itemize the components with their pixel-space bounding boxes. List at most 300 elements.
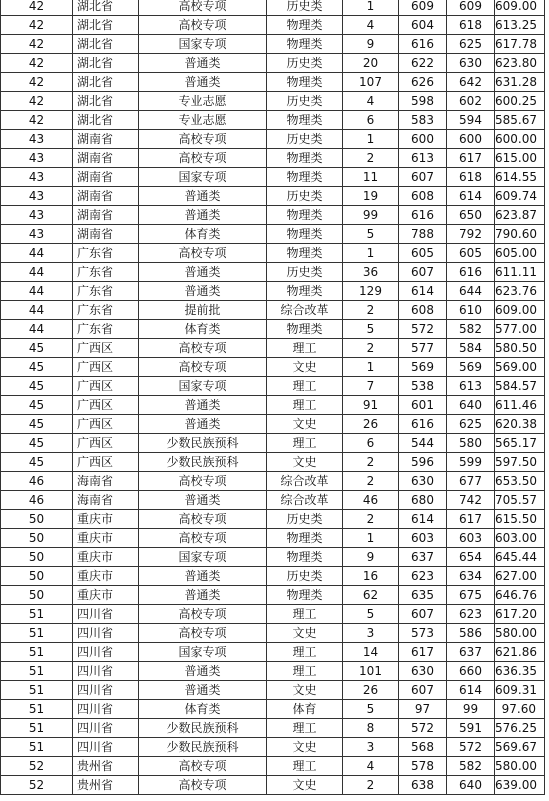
max-score-cell: 609 bbox=[447, 0, 495, 16]
max-score-cell: 642 bbox=[447, 73, 495, 92]
admitted-count-cell: 9 bbox=[343, 35, 399, 54]
max-score-cell: 637 bbox=[447, 643, 495, 662]
province-cell: 广东省 bbox=[73, 244, 139, 263]
province-code-cell: 45 bbox=[1, 453, 73, 472]
table-row bbox=[1, 472, 545, 491]
province-code-cell: 42 bbox=[1, 0, 73, 16]
province-code-cell: 42 bbox=[1, 111, 73, 130]
batch-type-cell: 体育类 bbox=[139, 225, 267, 244]
avg-score-cell: 569.67 bbox=[495, 738, 545, 757]
province-cell: 广东省 bbox=[73, 263, 139, 282]
table-row bbox=[1, 567, 545, 586]
subject-category-cell: 物理类 bbox=[267, 73, 343, 92]
table-row bbox=[1, 510, 545, 529]
subject-category-cell: 历史类 bbox=[267, 54, 343, 73]
min-score-cell: 572 bbox=[399, 719, 447, 738]
subject-category-cell: 文史 bbox=[267, 358, 343, 377]
table-row bbox=[1, 282, 545, 301]
admitted-count-cell: 5 bbox=[343, 225, 399, 244]
province-code-cell: 42 bbox=[1, 54, 73, 73]
max-score-cell: 617 bbox=[447, 149, 495, 168]
batch-type-cell: 高校专项 bbox=[139, 16, 267, 35]
batch-type-cell: 高校专项 bbox=[139, 510, 267, 529]
subject-category-cell: 历史类 bbox=[267, 263, 343, 282]
min-score-cell: 544 bbox=[399, 434, 447, 453]
table-row bbox=[1, 320, 545, 339]
batch-type-cell: 普通类 bbox=[139, 263, 267, 282]
avg-score-cell: 639.00 bbox=[495, 776, 545, 795]
province-cell: 四川省 bbox=[73, 700, 139, 719]
max-score-cell: 677 bbox=[447, 472, 495, 491]
province-cell: 四川省 bbox=[73, 643, 139, 662]
subject-category-cell: 理工 bbox=[267, 757, 343, 776]
subject-category-cell: 历史类 bbox=[267, 92, 343, 111]
table-row bbox=[1, 415, 545, 434]
province-cell: 广西区 bbox=[73, 453, 139, 472]
admitted-count-cell: 6 bbox=[343, 434, 399, 453]
province-cell: 广西区 bbox=[73, 434, 139, 453]
min-score-cell: 608 bbox=[399, 187, 447, 206]
batch-type-cell: 少数民族预科 bbox=[139, 453, 267, 472]
admitted-count-cell: 20 bbox=[343, 54, 399, 73]
min-score-cell: 637 bbox=[399, 548, 447, 567]
subject-category-cell: 物理类 bbox=[267, 244, 343, 263]
province-code-cell: 51 bbox=[1, 719, 73, 738]
province-code-cell: 42 bbox=[1, 73, 73, 92]
subject-category-cell: 历史类 bbox=[267, 130, 343, 149]
batch-type-cell: 高校专项 bbox=[139, 776, 267, 795]
avg-score-cell: 623.76 bbox=[495, 282, 545, 301]
min-score-cell: 598 bbox=[399, 92, 447, 111]
batch-type-cell: 普通类 bbox=[139, 681, 267, 700]
batch-type-cell: 国家专项 bbox=[139, 377, 267, 396]
avg-score-cell: 611.11 bbox=[495, 263, 545, 282]
min-score-cell: 616 bbox=[399, 415, 447, 434]
min-score-cell: 680 bbox=[399, 491, 447, 510]
table-row bbox=[1, 206, 545, 225]
batch-type-cell: 少数民族预科 bbox=[139, 434, 267, 453]
table-row bbox=[1, 130, 545, 149]
province-code-cell: 43 bbox=[1, 225, 73, 244]
avg-score-cell: 617.78 bbox=[495, 35, 545, 54]
admitted-count-cell: 6 bbox=[343, 111, 399, 130]
admitted-count-cell: 101 bbox=[343, 662, 399, 681]
subject-category-cell: 理工 bbox=[267, 434, 343, 453]
avg-score-cell: 600.25 bbox=[495, 92, 545, 111]
province-cell: 广西区 bbox=[73, 377, 139, 396]
province-code-cell: 51 bbox=[1, 605, 73, 624]
subject-category-cell: 理工 bbox=[267, 377, 343, 396]
avg-score-cell: 620.38 bbox=[495, 415, 545, 434]
max-score-cell: 591 bbox=[447, 719, 495, 738]
table-row bbox=[1, 225, 545, 244]
batch-type-cell: 高校专项 bbox=[139, 624, 267, 643]
subject-category-cell: 文史 bbox=[267, 776, 343, 795]
max-score-cell: 569 bbox=[447, 358, 495, 377]
province-cell: 湖北省 bbox=[73, 92, 139, 111]
admitted-count-cell: 26 bbox=[343, 681, 399, 700]
subject-category-cell: 综合改革 bbox=[267, 472, 343, 491]
avg-score-cell: 705.57 bbox=[495, 491, 545, 510]
avg-score-cell: 790.60 bbox=[495, 225, 545, 244]
table-row bbox=[1, 776, 545, 795]
province-cell: 四川省 bbox=[73, 738, 139, 757]
admitted-count-cell: 2 bbox=[343, 453, 399, 472]
max-score-cell: 644 bbox=[447, 282, 495, 301]
table-row bbox=[1, 301, 545, 320]
max-score-cell: 654 bbox=[447, 548, 495, 567]
table-row bbox=[1, 73, 545, 92]
batch-type-cell: 少数民族预科 bbox=[139, 719, 267, 738]
province-cell: 湖北省 bbox=[73, 16, 139, 35]
batch-type-cell: 普通类 bbox=[139, 586, 267, 605]
table-row bbox=[1, 377, 545, 396]
province-code-cell: 43 bbox=[1, 187, 73, 206]
avg-score-cell: 609.74 bbox=[495, 187, 545, 206]
min-score-cell: 617 bbox=[399, 643, 447, 662]
subject-category-cell: 物理类 bbox=[267, 320, 343, 339]
subject-category-cell: 文史 bbox=[267, 453, 343, 472]
province-cell: 湖北省 bbox=[73, 0, 139, 16]
province-cell: 湖北省 bbox=[73, 54, 139, 73]
batch-type-cell: 高校专项 bbox=[139, 244, 267, 263]
province-code-cell: 50 bbox=[1, 510, 73, 529]
max-score-cell: 618 bbox=[447, 16, 495, 35]
province-cell: 广西区 bbox=[73, 339, 139, 358]
batch-type-cell: 普通类 bbox=[139, 187, 267, 206]
admitted-count-cell: 11 bbox=[343, 168, 399, 187]
province-cell: 湖南省 bbox=[73, 168, 139, 187]
max-score-cell: 640 bbox=[447, 396, 495, 415]
batch-type-cell: 高校专项 bbox=[139, 472, 267, 491]
min-score-cell: 623 bbox=[399, 567, 447, 586]
province-code-cell: 52 bbox=[1, 776, 73, 795]
province-cell: 四川省 bbox=[73, 681, 139, 700]
max-score-cell: 625 bbox=[447, 415, 495, 434]
table-row bbox=[1, 149, 545, 168]
province-code-cell: 43 bbox=[1, 130, 73, 149]
max-score-cell: 792 bbox=[447, 225, 495, 244]
min-score-cell: 630 bbox=[399, 662, 447, 681]
batch-type-cell: 高校专项 bbox=[139, 0, 267, 16]
min-score-cell: 630 bbox=[399, 472, 447, 491]
avg-score-cell: 615.50 bbox=[495, 510, 545, 529]
admitted-count-cell: 2 bbox=[343, 776, 399, 795]
subject-category-cell: 理工 bbox=[267, 662, 343, 681]
subject-category-cell: 物理类 bbox=[267, 225, 343, 244]
province-cell: 四川省 bbox=[73, 605, 139, 624]
max-score-cell: 580 bbox=[447, 434, 495, 453]
max-score-cell: 614 bbox=[447, 681, 495, 700]
table-row bbox=[1, 624, 545, 643]
max-score-cell: 572 bbox=[447, 738, 495, 757]
batch-type-cell: 高校专项 bbox=[139, 130, 267, 149]
batch-type-cell: 高校专项 bbox=[139, 339, 267, 358]
admitted-count-cell: 46 bbox=[343, 491, 399, 510]
subject-category-cell: 历史类 bbox=[267, 0, 343, 16]
max-score-cell: 640 bbox=[447, 776, 495, 795]
min-score-cell: 573 bbox=[399, 624, 447, 643]
subject-category-cell: 物理类 bbox=[267, 149, 343, 168]
max-score-cell: 630 bbox=[447, 54, 495, 73]
table-row bbox=[1, 168, 545, 187]
avg-score-cell: 646.76 bbox=[495, 586, 545, 605]
province-code-cell: 44 bbox=[1, 301, 73, 320]
table-row bbox=[1, 396, 545, 415]
subject-category-cell: 理工 bbox=[267, 396, 343, 415]
province-cell: 湖南省 bbox=[73, 225, 139, 244]
subject-category-cell: 历史类 bbox=[267, 567, 343, 586]
admitted-count-cell: 1 bbox=[343, 0, 399, 16]
avg-score-cell: 609.31 bbox=[495, 681, 545, 700]
max-score-cell: 582 bbox=[447, 320, 495, 339]
admitted-count-cell: 91 bbox=[343, 396, 399, 415]
province-code-cell: 50 bbox=[1, 548, 73, 567]
admitted-count-cell: 1 bbox=[343, 130, 399, 149]
admitted-count-cell: 2 bbox=[343, 510, 399, 529]
table-row bbox=[1, 548, 545, 567]
table-row bbox=[1, 111, 545, 130]
table-row bbox=[1, 643, 545, 662]
batch-type-cell: 国家专项 bbox=[139, 643, 267, 662]
province-code-cell: 52 bbox=[1, 757, 73, 776]
batch-type-cell: 普通类 bbox=[139, 567, 267, 586]
min-score-cell: 616 bbox=[399, 35, 447, 54]
min-score-cell: 603 bbox=[399, 529, 447, 548]
province-code-cell: 44 bbox=[1, 244, 73, 263]
min-score-cell: 601 bbox=[399, 396, 447, 415]
province-cell: 湖南省 bbox=[73, 130, 139, 149]
subject-category-cell: 物理类 bbox=[267, 168, 343, 187]
batch-type-cell: 高校专项 bbox=[139, 757, 267, 776]
avg-score-cell: 580.50 bbox=[495, 339, 545, 358]
province-cell: 湖南省 bbox=[73, 187, 139, 206]
max-score-cell: 650 bbox=[447, 206, 495, 225]
max-score-cell: 613 bbox=[447, 377, 495, 396]
province-cell: 贵州省 bbox=[73, 776, 139, 795]
avg-score-cell: 580.00 bbox=[495, 757, 545, 776]
province-code-cell: 51 bbox=[1, 738, 73, 757]
avg-score-cell: 614.55 bbox=[495, 168, 545, 187]
subject-category-cell: 体育 bbox=[267, 700, 343, 719]
admitted-count-cell: 1 bbox=[343, 529, 399, 548]
province-code-cell: 51 bbox=[1, 643, 73, 662]
avg-score-cell: 653.50 bbox=[495, 472, 545, 491]
avg-score-cell: 623.87 bbox=[495, 206, 545, 225]
avg-score-cell: 97.60 bbox=[495, 700, 545, 719]
max-score-cell: 99 bbox=[447, 700, 495, 719]
table-row bbox=[1, 0, 545, 16]
max-score-cell: 634 bbox=[447, 567, 495, 586]
province-code-cell: 51 bbox=[1, 662, 73, 681]
province-code-cell: 43 bbox=[1, 149, 73, 168]
min-score-cell: 583 bbox=[399, 111, 447, 130]
admitted-count-cell: 2 bbox=[343, 472, 399, 491]
admitted-count-cell: 7 bbox=[343, 377, 399, 396]
avg-score-cell: 631.28 bbox=[495, 73, 545, 92]
admitted-count-cell: 5 bbox=[343, 700, 399, 719]
province-code-cell: 46 bbox=[1, 491, 73, 510]
table-row bbox=[1, 738, 545, 757]
min-score-cell: 605 bbox=[399, 244, 447, 263]
province-cell: 湖北省 bbox=[73, 111, 139, 130]
table-row bbox=[1, 358, 545, 377]
min-score-cell: 600 bbox=[399, 130, 447, 149]
min-score-cell: 614 bbox=[399, 510, 447, 529]
admitted-count-cell: 16 bbox=[343, 567, 399, 586]
avg-score-cell: 636.35 bbox=[495, 662, 545, 681]
min-score-cell: 635 bbox=[399, 586, 447, 605]
subject-category-cell: 理工 bbox=[267, 339, 343, 358]
admitted-count-cell: 5 bbox=[343, 320, 399, 339]
province-code-cell: 43 bbox=[1, 206, 73, 225]
batch-type-cell: 专业志愿 bbox=[139, 111, 267, 130]
min-score-cell: 607 bbox=[399, 605, 447, 624]
min-score-cell: 616 bbox=[399, 206, 447, 225]
avg-score-cell: 613.25 bbox=[495, 16, 545, 35]
batch-type-cell: 少数民族预科 bbox=[139, 738, 267, 757]
province-code-cell: 50 bbox=[1, 586, 73, 605]
province-cell: 贵州省 bbox=[73, 757, 139, 776]
subject-category-cell: 理工 bbox=[267, 719, 343, 738]
subject-category-cell: 历史类 bbox=[267, 187, 343, 206]
min-score-cell: 578 bbox=[399, 757, 447, 776]
subject-category-cell: 物理类 bbox=[267, 35, 343, 54]
province-code-cell: 45 bbox=[1, 434, 73, 453]
avg-score-cell: 609.00 bbox=[495, 301, 545, 320]
province-cell: 四川省 bbox=[73, 662, 139, 681]
subject-category-cell: 物理类 bbox=[267, 111, 343, 130]
max-score-cell: 582 bbox=[447, 757, 495, 776]
avg-score-cell: 615.00 bbox=[495, 149, 545, 168]
province-cell: 广东省 bbox=[73, 282, 139, 301]
max-score-cell: 600 bbox=[447, 130, 495, 149]
province-cell: 广西区 bbox=[73, 358, 139, 377]
province-code-cell: 42 bbox=[1, 16, 73, 35]
subject-category-cell: 文史 bbox=[267, 415, 343, 434]
province-code-cell: 44 bbox=[1, 320, 73, 339]
table-row bbox=[1, 35, 545, 54]
province-cell: 重庆市 bbox=[73, 529, 139, 548]
admitted-count-cell: 26 bbox=[343, 415, 399, 434]
admitted-count-cell: 4 bbox=[343, 757, 399, 776]
province-code-cell: 51 bbox=[1, 624, 73, 643]
subject-category-cell: 综合改革 bbox=[267, 491, 343, 510]
subject-category-cell: 历史类 bbox=[267, 510, 343, 529]
max-score-cell: 623 bbox=[447, 605, 495, 624]
table-row bbox=[1, 662, 545, 681]
avg-score-cell: 600.00 bbox=[495, 130, 545, 149]
max-score-cell: 618 bbox=[447, 168, 495, 187]
province-code-cell: 51 bbox=[1, 700, 73, 719]
max-score-cell: 594 bbox=[447, 111, 495, 130]
admitted-count-cell: 129 bbox=[343, 282, 399, 301]
province-cell: 重庆市 bbox=[73, 510, 139, 529]
batch-type-cell: 国家专项 bbox=[139, 35, 267, 54]
min-score-cell: 596 bbox=[399, 453, 447, 472]
batch-type-cell: 高校专项 bbox=[139, 605, 267, 624]
min-score-cell: 97 bbox=[399, 700, 447, 719]
max-score-cell: 605 bbox=[447, 244, 495, 263]
province-cell: 海南省 bbox=[73, 472, 139, 491]
province-code-cell: 45 bbox=[1, 358, 73, 377]
admitted-count-cell: 5 bbox=[343, 605, 399, 624]
province-code-cell: 44 bbox=[1, 282, 73, 301]
table-row bbox=[1, 16, 545, 35]
province-cell: 广西区 bbox=[73, 396, 139, 415]
max-score-cell: 586 bbox=[447, 624, 495, 643]
table-row bbox=[1, 434, 545, 453]
min-score-cell: 608 bbox=[399, 301, 447, 320]
avg-score-cell: 603.00 bbox=[495, 529, 545, 548]
avg-score-cell: 645.44 bbox=[495, 548, 545, 567]
avg-score-cell: 611.46 bbox=[495, 396, 545, 415]
subject-category-cell: 文史 bbox=[267, 624, 343, 643]
province-code-cell: 45 bbox=[1, 339, 73, 358]
province-cell: 重庆市 bbox=[73, 567, 139, 586]
subject-category-cell: 文史 bbox=[267, 681, 343, 700]
province-code-cell: 50 bbox=[1, 567, 73, 586]
min-score-cell: 577 bbox=[399, 339, 447, 358]
admitted-count-cell: 36 bbox=[343, 263, 399, 282]
batch-type-cell: 高校专项 bbox=[139, 529, 267, 548]
table-row bbox=[1, 529, 545, 548]
table-row bbox=[1, 187, 545, 206]
min-score-cell: 569 bbox=[399, 358, 447, 377]
province-cell: 四川省 bbox=[73, 719, 139, 738]
batch-type-cell: 普通类 bbox=[139, 662, 267, 681]
province-code-cell: 45 bbox=[1, 415, 73, 434]
batch-type-cell: 普通类 bbox=[139, 73, 267, 92]
max-score-cell: 675 bbox=[447, 586, 495, 605]
admitted-count-cell: 3 bbox=[343, 624, 399, 643]
subject-category-cell: 物理类 bbox=[267, 586, 343, 605]
table-body bbox=[1, 0, 545, 795]
subject-category-cell: 物理类 bbox=[267, 282, 343, 301]
max-score-cell: 599 bbox=[447, 453, 495, 472]
batch-type-cell: 普通类 bbox=[139, 54, 267, 73]
avg-score-cell: 623.80 bbox=[495, 54, 545, 73]
avg-score-cell: 627.00 bbox=[495, 567, 545, 586]
table-row bbox=[1, 263, 545, 282]
province-code-cell: 43 bbox=[1, 168, 73, 187]
min-score-cell: 626 bbox=[399, 73, 447, 92]
avg-score-cell: 576.25 bbox=[495, 719, 545, 738]
admitted-count-cell: 99 bbox=[343, 206, 399, 225]
subject-category-cell: 理工 bbox=[267, 643, 343, 662]
batch-type-cell: 普通类 bbox=[139, 206, 267, 225]
table-row bbox=[1, 491, 545, 510]
admitted-count-cell: 14 bbox=[343, 643, 399, 662]
province-cell: 重庆市 bbox=[73, 586, 139, 605]
max-score-cell: 603 bbox=[447, 529, 495, 548]
admitted-count-cell: 8 bbox=[343, 719, 399, 738]
min-score-cell: 622 bbox=[399, 54, 447, 73]
admitted-count-cell: 107 bbox=[343, 73, 399, 92]
admitted-count-cell: 2 bbox=[343, 339, 399, 358]
subject-category-cell: 文史 bbox=[267, 738, 343, 757]
avg-score-cell: 584.57 bbox=[495, 377, 545, 396]
admitted-count-cell: 1 bbox=[343, 244, 399, 263]
admitted-count-cell: 1 bbox=[343, 358, 399, 377]
table-row bbox=[1, 757, 545, 776]
min-score-cell: 638 bbox=[399, 776, 447, 795]
avg-score-cell: 569.00 bbox=[495, 358, 545, 377]
max-score-cell: 617 bbox=[447, 510, 495, 529]
province-code-cell: 44 bbox=[1, 263, 73, 282]
batch-type-cell: 普通类 bbox=[139, 396, 267, 415]
admitted-count-cell: 19 bbox=[343, 187, 399, 206]
